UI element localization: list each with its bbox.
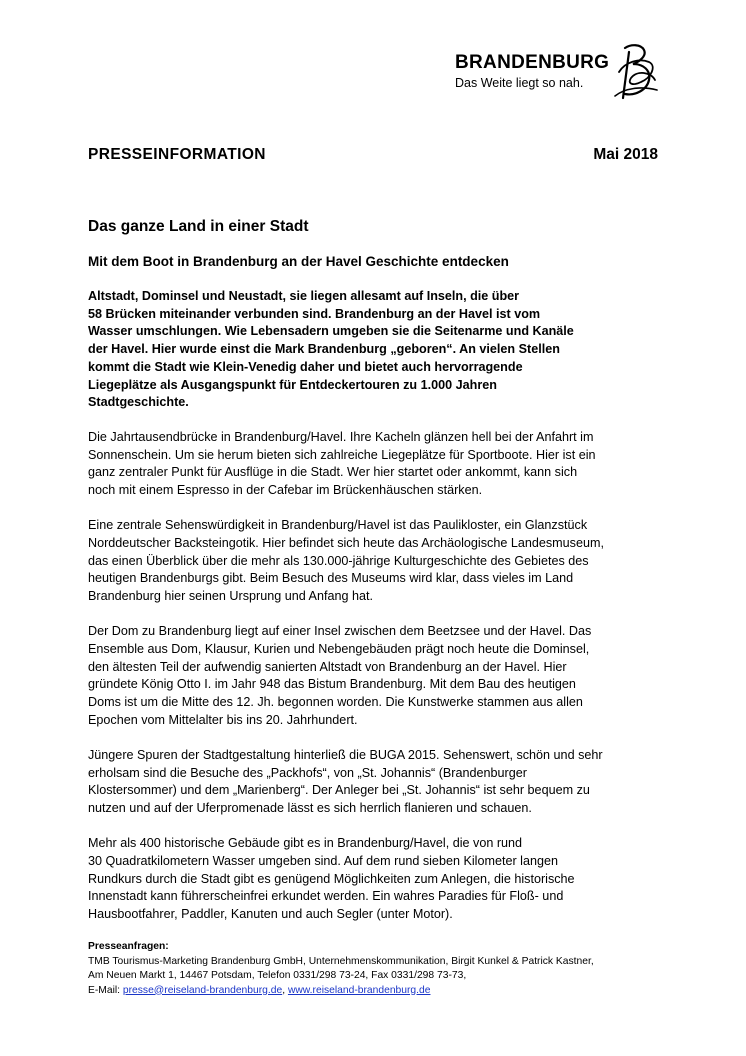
paragraph-line: Ensemble aus Dom, Klausur, Kurien und Nebengebäuden prägt noch heute die Dominsel,	[88, 641, 590, 656]
lead-paragraph	[88, 288, 663, 412]
contact-line: Am Neuen Markt 1, 14467 Potsdam, Telefon 0331/298 73-24, Fax 0331/298 73-73,	[88, 970, 467, 981]
email-link[interactable]: presse@reiseland-brandenburg.de	[122, 984, 283, 996]
paragraph-line: Mehr als 400 historische Gebäude gibt es in Brandenburg/Havel, die von rund	[88, 836, 523, 851]
page-subtitle: Mit dem Boot in Brandenburg an der Havel Geschichte entdecken	[88, 254, 509, 269]
logo-text	[455, 52, 609, 91]
logo-name: BRANDENBURG	[455, 52, 610, 73]
paragraph-line: Sonnenschein. Um sie herum bieten sich zahlreiche Liegeplätze für Sportboote. Hier ist ein	[88, 447, 596, 462]
contact-heading: Presseanfragen:	[88, 941, 169, 952]
lead-line: 58 Brücken miteinander verbunden sind. Brandenburg an der Havel ist vom	[88, 306, 541, 321]
paragraph	[88, 747, 663, 818]
press-contact	[88, 940, 668, 998]
contact-line: TMB Tourismus-Marketing Brandenburg GmbH, Unternehmenskommunikation, Birgit Kunkel & Patrick Kastner,	[88, 955, 594, 967]
lead-line: kommt die Stadt wie Klein-Venedig daher und bietet auch hervorragende	[88, 359, 523, 374]
brandenburg-logo	[455, 42, 675, 102]
paragraph-line: heutigen Brandenburgs gibt. Beim Besuch des Museums wird klar, dass vieles im Land	[88, 571, 574, 586]
contact-email-line	[88, 984, 668, 999]
separator: ,	[282, 984, 288, 996]
press-date: Mai 2018	[593, 146, 658, 163]
email-label: E-Mail:	[88, 984, 123, 996]
paragraph-line: Brandenburg hier seinen Ursprung und Anfang hat.	[88, 589, 373, 604]
lead-line: Wasser umschlungen. Wie Lebensadern umgeben sie die Seitenarme und Kanäle	[88, 324, 574, 339]
lead-line: Stadtgeschichte.	[88, 395, 189, 410]
logo-tagline: Das Weite liegt so nah.	[455, 76, 584, 90]
lead-line: Altstadt, Dominsel und Neustadt, sie liegen allesamt auf Inseln, die über	[88, 289, 520, 303]
brandenburg-b-logo-icon	[611, 42, 661, 102]
page-title: Das ganze Land in einer Stadt	[88, 218, 309, 235]
paragraph-line: ganz zentraler Punkt für Ausflüge in die Stadt. Wer hier startet oder ankommt, kann sich	[88, 465, 578, 480]
paragraph-line: Epochen vom Mittelalter bis ins 20. Jahrhundert.	[88, 712, 358, 727]
lead-line: Liegeplätze als Ausgangspunkt für Entdeckertouren zu 1.000 Jahren	[88, 377, 497, 392]
paragraph-line: Innenstadt kann führerscheinfrei erkundet werden. Ein wahres Paradies für Floß- und	[88, 889, 564, 904]
paragraph-line: Der Dom zu Brandenburg liegt auf einer Insel zwischen dem Beetzsee und der Havel. Das	[88, 624, 592, 639]
paragraph-line: noch mit einem Espresso in der Cafebar im Brückenhäuschen stärken.	[88, 483, 483, 498]
lead-line: der Havel. Hier wurde einst die Mark Brandenburg „geboren“. An vielen Stellen	[88, 342, 560, 357]
paragraph	[88, 835, 663, 924]
paragraph-line: Hausbootfahrer, Paddler, Kanuten und auch Segler (unter Motor).	[88, 907, 453, 922]
paragraph-line: den ältesten Teil der aufwendig sanierten Altstadt von Brandenburg an der Havel. Hier	[88, 659, 567, 674]
paragraph-line: nutzen und auf der Uferpromenade lässt es sich herrlich flanieren und schauen.	[88, 801, 532, 816]
paragraph-line: Doms ist um die Mitte des 12. Jh. begonnen worden. Die Kunstwerke stammen aus allen	[88, 695, 583, 710]
paragraph-line: das einen Überblick über die mehr als 130.000-jährige Kulturgeschichte des Gebietes des	[88, 553, 589, 568]
paragraph-line: gründete König Otto I. im Jahr 948 das Bistum Brandenburg. Mit dem Bau des heutigen	[88, 677, 576, 692]
paragraph	[88, 517, 663, 606]
paragraph-line: Norddeutscher Backsteingotik. Hier befindet sich heute das Archäologische Landesmuseum,	[88, 535, 604, 550]
paragraph	[88, 429, 663, 500]
paragraph	[88, 623, 663, 729]
paragraph-line: 30 Quadratkilometern Wasser umgeben sind. Auf dem rund sieben Kilometer langen	[88, 853, 558, 868]
paragraph-line: Klostersommer) und dem „Marienberg“. Der Anleger bei „St. Johannis“ ist sehr bequem zu	[88, 783, 590, 798]
press-label: PRESSEINFORMATION	[88, 146, 266, 163]
website-link[interactable]: www.reiseland-brandenburg.de	[287, 984, 431, 996]
paragraph-line: Eine zentrale Sehenswürdigkeit in Brandenburg/Havel ist das Paulikloster, ein Glanzstück	[88, 518, 588, 533]
paragraph-line: Die Jahrtausendbrücke in Brandenburg/Havel. Ihre Kacheln glänzen hell bei der Anfahrt im	[88, 429, 594, 444]
paragraph-line: erholsam sind die Besuche des „Packhofs“, von „St. Johannis“ (Brandenburger	[88, 765, 527, 780]
article-body	[88, 288, 663, 941]
paragraph-line: Jüngere Spuren der Stadtgestaltung hinterließ die BUGA 2015. Sehenswert, schön und sehr	[88, 747, 603, 762]
press-header	[88, 146, 658, 168]
paragraph-line: Rundkurs durch die Stadt gibt es genügend Möglichkeiten zum Anlegen, die historische	[88, 871, 575, 886]
